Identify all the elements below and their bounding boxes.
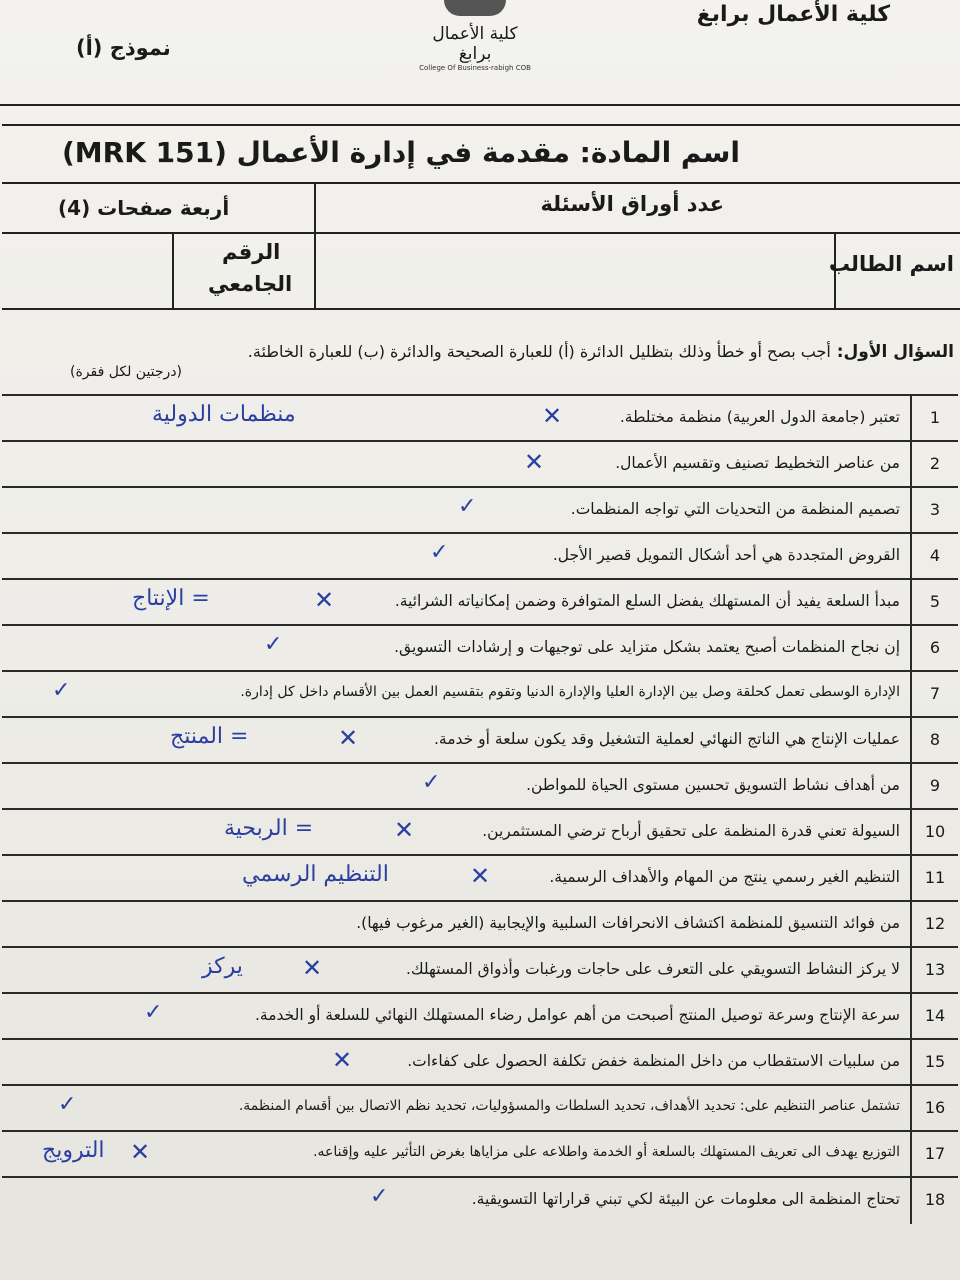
- handwritten-check-icon: ✓: [422, 770, 441, 795]
- item-number: 8: [910, 718, 958, 764]
- list-item: [2, 716, 958, 764]
- item-number: 5: [910, 580, 958, 626]
- item-statement: الإدارة الوسطى تعمل كحلقة وصل بين الإدارة العليا والإدارة الدنيا وتقوم بتقسيم العمل بين الأقسام داخل كل إدارة.: [240, 684, 900, 700]
- item-statement: مبدأ السلعة يفيد أن المستهلك يفضل السلع المتوافرة وضمن إمكانياته الشرائية.: [394, 592, 900, 610]
- logo-emblem-icon: [444, 0, 506, 16]
- college-logo: [415, 0, 535, 72]
- item-statement: تحتاج المنظمة الى معلومات عن البيئة لكي تبني قراراتها التسويقية.: [471, 1190, 900, 1208]
- item-number: 13: [910, 948, 958, 994]
- item-statement: تعتبر (جامعة الدول العربية) منظمة مختلطة.: [619, 408, 900, 426]
- student-id-label: الرقم: [222, 240, 281, 264]
- student-name-field[interactable]: [316, 234, 834, 308]
- handwritten-check-icon: ✓: [370, 1184, 389, 1209]
- item-statement: تصميم المنظمة من التحديات التي تواجه المنظمات.: [570, 500, 900, 518]
- item-statement: من فوائد التنسيق للمنظمة اكتشاف الانحرافات السلبية والإيجابية (الغير مرغوب فيها).: [356, 914, 900, 932]
- list-item: [2, 946, 958, 994]
- item-number: 12: [910, 902, 958, 948]
- pages-label: عدد أوراق الأسئلة: [540, 192, 724, 216]
- item-number: 17: [910, 1132, 958, 1178]
- item-number: 7: [910, 672, 958, 718]
- list-item: [2, 532, 958, 580]
- item-statement: التوزيع يهدف الى تعريف المستهلك بالسلعة أو الخدمة واطلاعه على مزاياها بغرض التأثير عليه وإقناعه.: [313, 1144, 900, 1160]
- list-item: [2, 670, 958, 718]
- exam-model: نموذج (أ): [76, 36, 171, 60]
- subject-row: [2, 124, 960, 184]
- item-number: 15: [910, 1040, 958, 1086]
- item-statement: إن نجاح المنظمات أصبح يعتمد بشكل متزايد على توجيهات و إرشادات التسويق.: [394, 638, 900, 656]
- handwritten-cross-icon: ✕: [130, 1138, 151, 1166]
- item-statement: تشتمل عناصر التنظيم على: تحديد الأهداف، تحديد السلطات والمسؤوليات، تحديد نظم الاتصال بين أقسام المنظمة.: [238, 1098, 900, 1114]
- item-statement: القروض المتجددة هي أحد أشكال التمويل قصير الأجل.: [552, 546, 900, 564]
- question-label: السؤال الأول:: [836, 342, 954, 362]
- list-item: [2, 578, 958, 626]
- item-number: 18: [910, 1178, 958, 1224]
- item-number: 10: [910, 810, 958, 856]
- handwritten-check-icon: ✓: [430, 540, 449, 565]
- logo-arabic-text: كلية الأعمال برابغ: [432, 24, 518, 64]
- handwritten-correction: = الربحية: [224, 816, 314, 841]
- pages-row: [2, 182, 960, 234]
- handwritten-cross-icon: ✕: [394, 816, 415, 844]
- student-name-label: اسم الطالب: [828, 252, 954, 276]
- handwritten-cross-icon: ✕: [542, 402, 563, 430]
- item-statement: من أهداف نشاط التسويق تحسين مستوى الحياة للمواطن.: [526, 776, 900, 794]
- item-number: 4: [910, 534, 958, 580]
- list-item: [2, 624, 958, 672]
- student-id-label-2: الجامعي: [208, 272, 293, 296]
- handwritten-check-icon: ✓: [58, 1092, 77, 1117]
- item-number: 16: [910, 1086, 958, 1132]
- pages-value: أربعة صفحات (4): [58, 196, 230, 220]
- item-statement: عمليات الإنتاج هي الناتج النهائي لعملية التشغيل وقد يكون سلعة أو خدمة.: [434, 730, 900, 748]
- student-id-field[interactable]: [2, 234, 170, 308]
- handwritten-check-icon: ✓: [144, 1000, 163, 1025]
- handwritten-correction: = المنتج: [170, 724, 249, 749]
- handwritten-check-icon: ✓: [52, 678, 71, 703]
- item-number: 11: [910, 856, 958, 902]
- table-divider: [314, 184, 316, 234]
- list-item: [2, 992, 958, 1040]
- question-marks: (درجتين لكل فقرة): [70, 364, 183, 380]
- list-item: [2, 1084, 958, 1132]
- header-divider: [0, 104, 960, 106]
- list-item: [2, 1038, 958, 1086]
- handwritten-cross-icon: ✕: [470, 862, 491, 890]
- list-item: [2, 854, 958, 902]
- handwritten-check-icon: ✓: [264, 632, 283, 657]
- list-item: [2, 1176, 958, 1224]
- question-instruction: أجب بصح أو خطأ وذلك بتظليل الدائرة (أ) للعبارة الصحيحة والدائرة (ب) للعبارة الخاطئة.: [247, 342, 831, 361]
- handwritten-cross-icon: ✕: [332, 1046, 353, 1074]
- handwritten-correction: يركز: [202, 954, 243, 979]
- handwritten-correction: منظمات الدولية: [152, 402, 296, 427]
- item-number: 3: [910, 488, 958, 534]
- subject-title: اسم المادة: مقدمة في إدارة الأعمال (MRK 151): [62, 136, 740, 169]
- handwritten-cross-icon: ✕: [314, 586, 335, 614]
- item-statement: السيولة تعني قدرة المنظمة على تحقيق أرباح ترضي المستثمرين.: [482, 822, 900, 840]
- handwritten-cross-icon: ✕: [302, 954, 323, 982]
- handwritten-check-icon: ✓: [458, 494, 477, 519]
- item-statement: من سلبيات الاستقطاب من داخل المنظمة خفض تكلفة الحصول على كفاءات.: [407, 1052, 900, 1070]
- list-item: [2, 1130, 958, 1178]
- student-row: [2, 232, 960, 310]
- item-statement: سرعة الإنتاج وسرعة توصيل المنتج أصبحت من أهم عوامل رضاء المستهلك النهائي للسلعة أو الخدمة.: [254, 1006, 900, 1024]
- item-number: 2: [910, 442, 958, 488]
- handwritten-correction: الترويج: [42, 1138, 105, 1163]
- item-statement: لا يركز النشاط التسويقي على التعرف على حاجات ورغبات وأذواق المستهلك.: [405, 960, 900, 978]
- item-number: 1: [910, 396, 958, 442]
- handwritten-correction: = الإنتاج: [132, 586, 210, 611]
- question-title: [248, 342, 954, 362]
- logo-english-text: College Of Business-rabigh COB: [419, 64, 531, 72]
- item-number: 14: [910, 994, 958, 1040]
- handwritten-cross-icon: ✕: [524, 448, 545, 476]
- item-statement: التنظيم الغير رسمي ينتج من المهام والأهداف الرسمية.: [549, 868, 900, 886]
- list-item: [2, 486, 958, 534]
- item-number: 6: [910, 626, 958, 672]
- list-item: [2, 900, 958, 948]
- handwritten-cross-icon: ✕: [338, 724, 359, 752]
- list-item: [2, 808, 958, 856]
- handwritten-correction: التنظيم الرسمي: [242, 862, 389, 887]
- item-statement: من عناصر التخطيط تصنيف وتقسيم الأعمال.: [615, 454, 900, 472]
- table-divider: [172, 234, 174, 308]
- college-name: كلية الأعمال برابغ: [696, 2, 890, 27]
- list-item: [2, 394, 958, 442]
- item-number: 9: [910, 764, 958, 810]
- list-item: [2, 440, 958, 488]
- list-item: [2, 762, 958, 810]
